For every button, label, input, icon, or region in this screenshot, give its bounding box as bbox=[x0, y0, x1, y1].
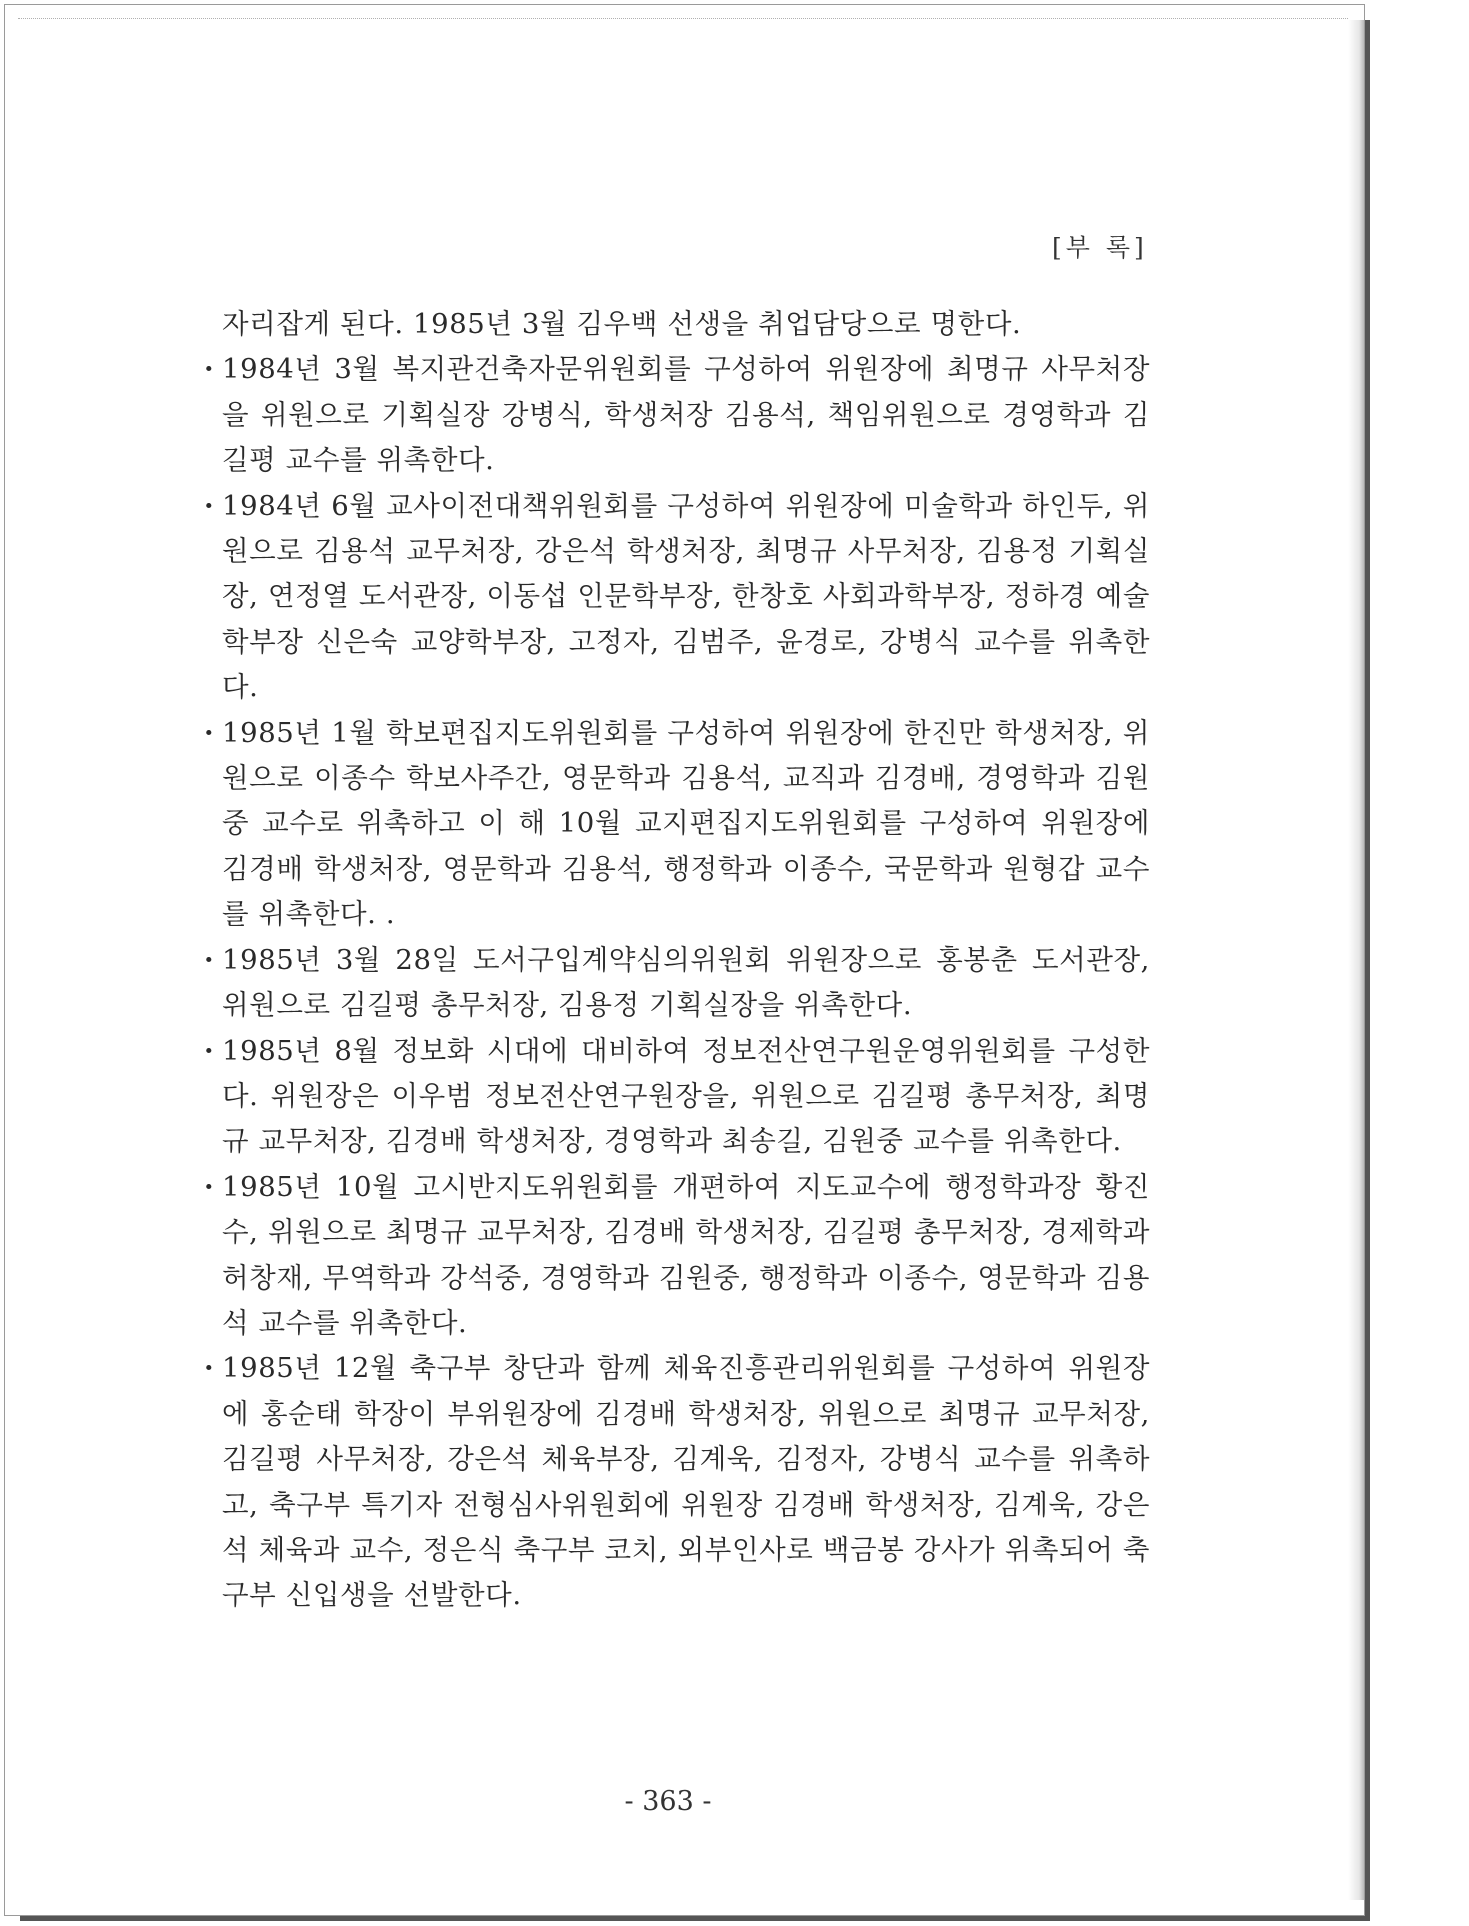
page-number: - 363 - bbox=[624, 1786, 712, 1817]
list-item bbox=[190, 711, 1150, 938]
list-item-text: 1985년 10월 고시반지도위원회를 개편하여 지도교수에 행정학과장 황진수, 위원으로 최명규 교무처장, 김경배 학생처장, 김길평 총무처장, 경제학과 허창재, 무역학과 강석중, 경영학과 김원중, 행정학과 이종수, 영문학과 김용석 교수를 위촉한다. bbox=[222, 1170, 1150, 1339]
list-item-text: 1985년 3월 28일 도서구입계약심의위원회 위원장으로 홍봉춘 도서관장, 위원으로 김길평 총무처장, 김용정 기획실장을 위촉한다. bbox=[222, 943, 1150, 1022]
bullet-icon: · bbox=[204, 943, 215, 976]
list-item-text: 1985년 8월 정보화 시대에 대비하여 정보전산연구원운영위원회를 구성한다. 위원장은 이우범 정보전산연구원장을, 위원으로 김길평 총무처장, 최명규 교무처장, 김경배 학생처장, 경영학과 최송길, 김원중 교수를 위촉한다. bbox=[222, 1034, 1150, 1158]
bullet-icon: · bbox=[204, 1352, 215, 1385]
bullet-icon: · bbox=[204, 1034, 215, 1067]
page-shadow-right bbox=[1365, 20, 1370, 1918]
list-item bbox=[190, 1029, 1150, 1165]
bullet-icon: · bbox=[204, 1170, 215, 1203]
list-item-text: 1985년 12월 축구부 창단과 함께 체육진흥관리위원회를 구성하여 위원장에 홍순태 학장이 부위원장에 김경배 학생처장, 위원으로 최명규 교무처장, 김길평 사무처장, 강은석 체육부장, 김계욱, 김정자, 강병식 교수를 위촉하고, 축구부 특기자 전형심사위원회에 위원장 김경배 학생처장, 김계욱, 강은석 체육과 교수, 정은식 축구부 코치, 외부인사로 백금봉 강사가 위촉되어 축구부 신입생을 선발한다. bbox=[222, 1352, 1150, 1612]
bullet-icon: · bbox=[204, 353, 215, 386]
list-item-text: 1985년 1월 학보편집지도위원회를 구성하여 위원장에 한진만 학생처장, 위원으로 이종수 학보사주간, 영문학과 김용석, 교직과 김경배, 경영학과 김원중 교수로 위촉하고 이 해 10월 교지편집지도위원회를 구성하여 위원장에 김경배 학생처장, 영문학과 김용석, 행정학과 이종수, 국문학과 원형갑 교수를 위촉한다. . bbox=[222, 716, 1150, 931]
scan-top-rule bbox=[18, 18, 1348, 19]
intro-continuation: 자리잡게 된다. 1985년 3월 김우백 선생을 취업담당으로 명한다. bbox=[222, 308, 1022, 340]
bullet-icon: · bbox=[204, 489, 215, 522]
list-item-text: 1984년 3월 복지관건축자문위원회를 구성하여 위원장에 최명규 사무처장을 위원으로 기획실장 강병식, 학생처장 김용석, 책임위원으로 경영학과 김길평 교수를 위촉한다. bbox=[222, 353, 1150, 477]
section-label: [부 록] bbox=[1052, 233, 1148, 262]
list-item bbox=[190, 1165, 1150, 1347]
page-edge-shading bbox=[1348, 20, 1364, 1900]
list-item bbox=[190, 347, 1150, 483]
bullet-icon: · bbox=[204, 716, 215, 749]
page-shadow-bottom bbox=[20, 1916, 1370, 1921]
list-item bbox=[190, 1346, 1150, 1618]
list-item bbox=[190, 484, 1150, 711]
list-item-text: 1984년 6월 교사이전대책위원회를 구성하여 위원장에 미술학과 하인두, 위원으로 김용석 교무처장, 강은석 학생처장, 최명규 사무처장, 김용정 기획실장, 연정열 도서관장, 이동섭 인문학부장, 한창호 사회과학부장, 정하경 예술학부장 신은숙 교양학부장, 고정자, 김범주, 윤경로, 강병식 교수를 위촉한다. bbox=[222, 489, 1150, 704]
body-text bbox=[190, 302, 1150, 1619]
list-item bbox=[190, 938, 1150, 1029]
